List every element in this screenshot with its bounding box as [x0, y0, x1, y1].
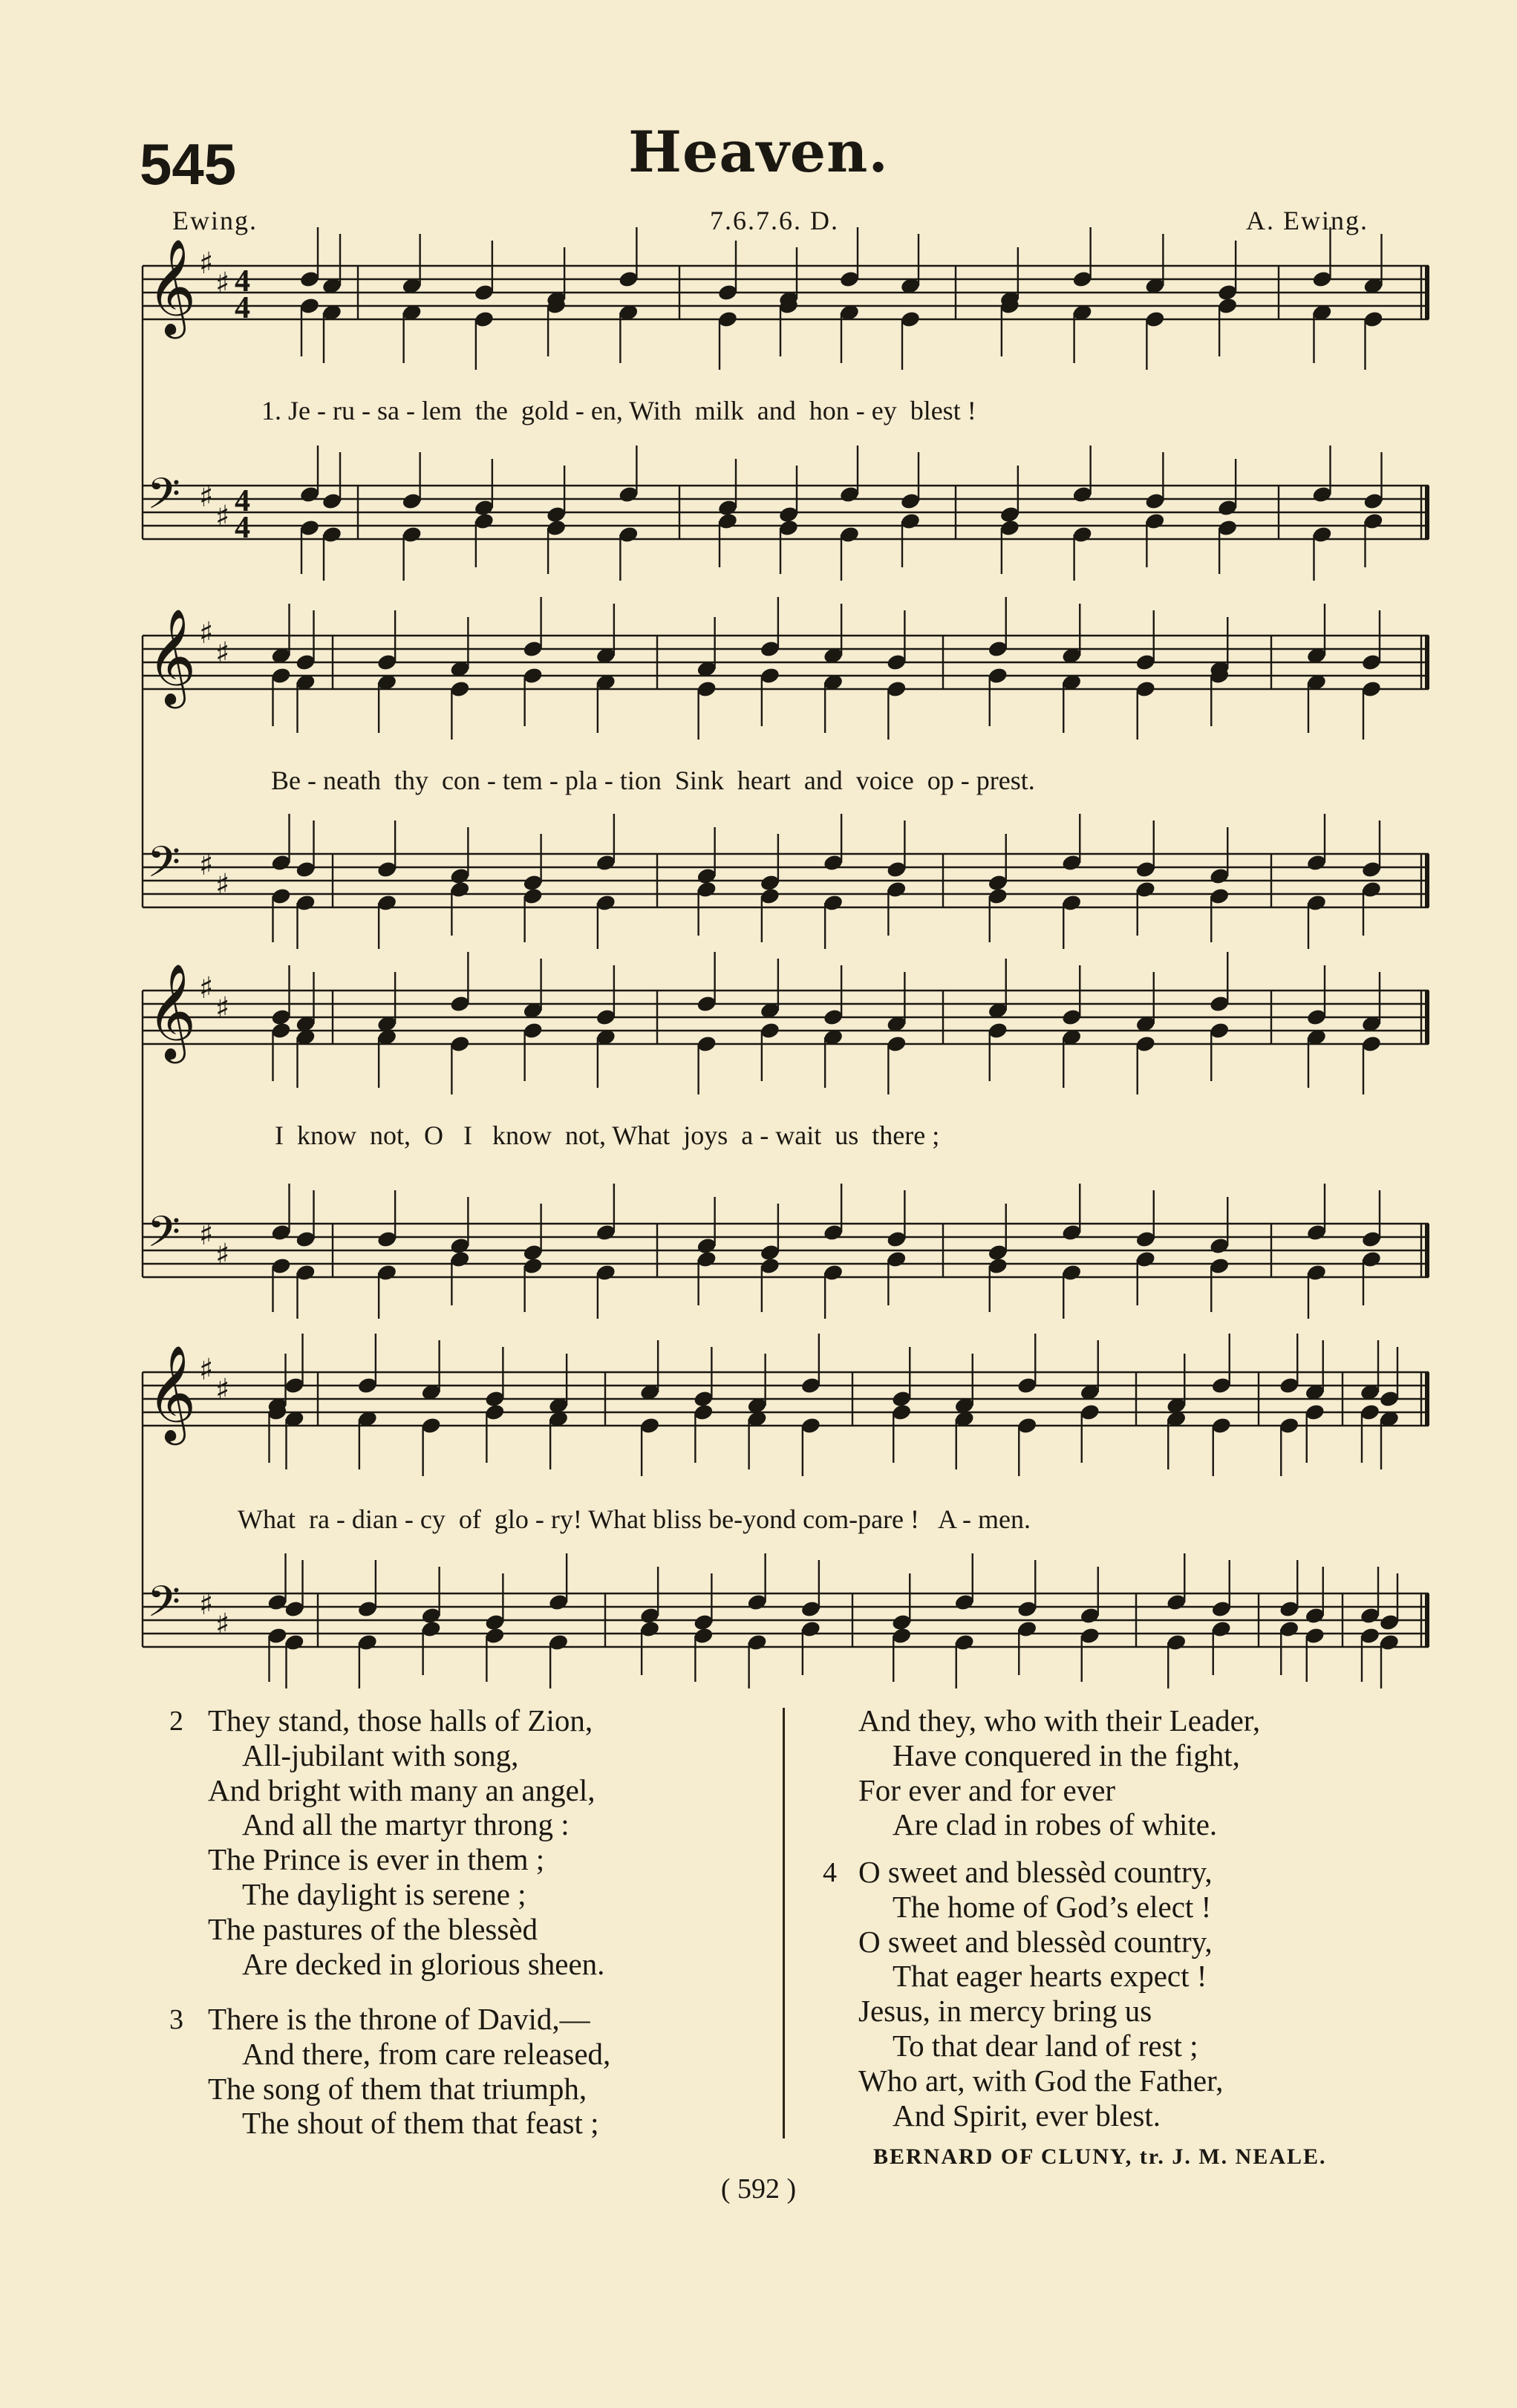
final-bar-line [1425, 1593, 1429, 1647]
verse-line: And Spirit, ever blest. [893, 2098, 1161, 2133]
key-signature-sharp-icon: ♯ [215, 991, 230, 1025]
verse-2 [208, 1703, 604, 1981]
bass-clef-icon: 𝄢 [147, 837, 181, 898]
bass-clef-icon: 𝄢 [147, 469, 181, 529]
verse-line: Are decked in glorious sheen. [242, 1946, 605, 1981]
verse-line: Have conquered in the fight, [893, 1738, 1240, 1772]
lyric-line-1: 1. Je - ru - sa - lem the gold - en, With milk and hon - ey blest ! [261, 396, 976, 425]
key-signature-sharp-icon: ♯ [215, 868, 230, 902]
verse-line: And all the martyr throng : [242, 1807, 570, 1842]
verse-line: The Prince is ever in them ; [208, 1842, 545, 1877]
verse-line: For ever and for ever [858, 1772, 1116, 1807]
key-signature-sharp-icon: ♯ [199, 1588, 214, 1622]
verse-line: And there, from care released, [242, 2036, 611, 2071]
treble-clef-icon: 𝄞 [147, 238, 197, 335]
key-signature-sharp-icon: ♯ [199, 1218, 214, 1252]
treble-clef-icon: 𝄞 [147, 1345, 197, 1441]
verse-line: The home of God’s elect ! [893, 1889, 1212, 1924]
verse-line: The daylight is serene ; [242, 1876, 526, 1911]
verse-3-number: 3 [169, 2004, 183, 2035]
key-signature-sharp-icon: ♯ [199, 971, 214, 1005]
key-signature-sharp-icon: ♯ [215, 1373, 230, 1407]
verse-line: And they, who with their Leader, [858, 1703, 1261, 1738]
verse-line: And bright with many an angel, [208, 1772, 596, 1807]
key-signature-sharp-icon: ♯ [215, 1608, 230, 1642]
verse-line: O sweet and blessèd country, [858, 1924, 1213, 1959]
verse-4-number: 4 [823, 1857, 837, 1888]
tune-name: Ewing. [172, 206, 258, 235]
key-signature-sharp-icon: ♯ [199, 480, 214, 514]
final-bar-line [1425, 1372, 1429, 1426]
verse-line: The shout of them that feast ; [242, 2106, 599, 2141]
key-signature-sharp-icon: ♯ [199, 616, 214, 650]
attribution: BERNARD OF CLUNY, tr. J. M. NEALE. [873, 2144, 1327, 2169]
verse-line: They stand, those halls of Zion, [208, 1703, 593, 1738]
time-signature: 4 [235, 484, 250, 518]
lyric-line-4: What ra - dian - cy of glo - ry! What bliss be-yond com-pare ! A - men. [238, 1504, 1031, 1534]
key-signature-sharp-icon: ♯ [215, 500, 230, 534]
key-signature-sharp-icon: ♯ [199, 1353, 214, 1387]
verse-4 [858, 1855, 1223, 2133]
final-bar-line [1425, 486, 1429, 539]
bass-clef-icon: 𝄢 [147, 1207, 181, 1267]
key-signature-sharp-icon: ♯ [215, 1238, 230, 1272]
final-bar-line [1425, 854, 1429, 907]
hymn-number: 545 [140, 131, 237, 197]
page-number: ( 592 ) [720, 2173, 797, 2205]
treble-clef-icon: 𝄞 [147, 963, 197, 1060]
composer: A. Ewing. [1246, 206, 1368, 235]
verse-line: The song of them that triumph, [208, 2071, 587, 2106]
final-bar-line [1425, 636, 1429, 689]
treble-clef-icon: 𝄞 [147, 608, 197, 705]
bass-clef-icon: 𝄢 [147, 1576, 181, 1637]
final-bar-line [1425, 991, 1429, 1044]
key-signature-sharp-icon: ♯ [215, 636, 230, 670]
meter: 7.6.7.6. D. [710, 206, 839, 235]
key-signature-sharp-icon: ♯ [199, 848, 214, 882]
verse-2-number: 2 [169, 1706, 183, 1737]
verse-line: All-jubilant with song, [242, 1738, 519, 1772]
verse-line: Jesus, in mercy bring us [858, 1994, 1152, 2029]
final-bar-line [1425, 266, 1429, 319]
verse-line: To that dear land of rest ; [893, 2028, 1198, 2063]
verse-line: The pastures of the blessèd [208, 1911, 538, 1946]
verse-line: Who art, with God the Father, [858, 2063, 1224, 2098]
time-signature: 4 [235, 511, 250, 545]
lyric-line-2: Be - neath thy con - tem - pla - tion Sink heart and voice op - prest. [271, 766, 1035, 795]
hymn-title: Heaven. [628, 119, 889, 185]
verse-line: Are clad in robes of white. [893, 1807, 1218, 1842]
verse-3-continued [858, 1703, 1260, 1842]
verse-line: There is the throne of David,— [208, 2002, 590, 2036]
key-signature-sharp-icon: ♯ [199, 247, 214, 281]
verse-line: O sweet and blessèd country, [858, 1855, 1213, 1889]
key-signature-sharp-icon: ♯ [215, 267, 230, 301]
time-signature: 4 [235, 291, 250, 325]
verse-3 [208, 2002, 610, 2141]
verse-line: That eager hearts expect ! [893, 1959, 1207, 1994]
column-divider [783, 1708, 785, 2138]
final-bar-line [1425, 1224, 1429, 1277]
time-signature: 4 [235, 264, 250, 298]
lyric-line-3: I know not, O I know not, What joys a - wait us there ; [275, 1120, 940, 1150]
